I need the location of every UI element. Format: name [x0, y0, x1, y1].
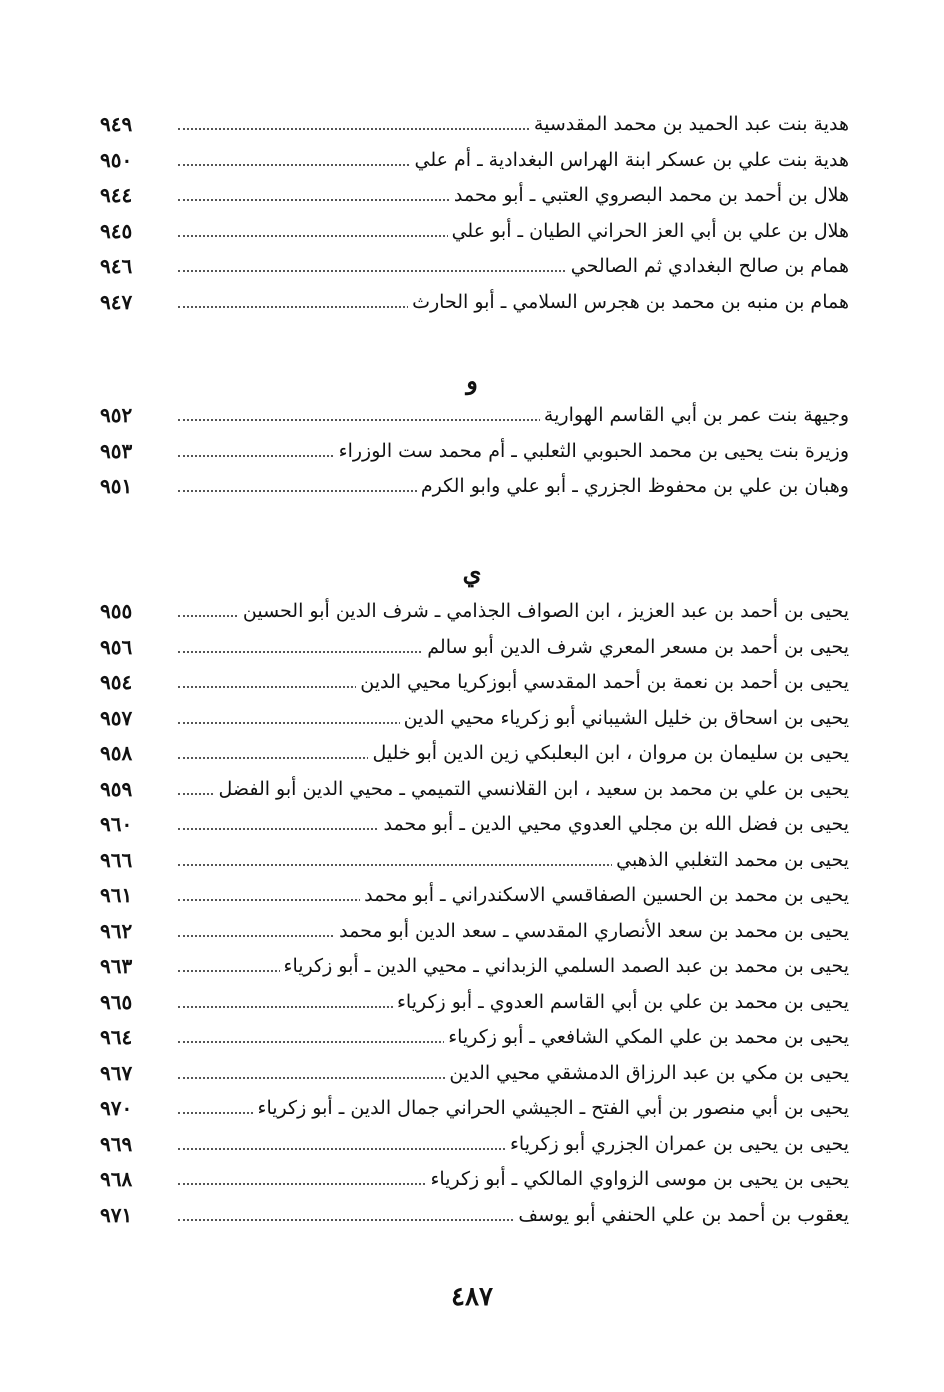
entry-page: ٩٥٦ [100, 634, 133, 659]
entry-page: ٩٦٧ [100, 1060, 133, 1085]
entry-page: ٩٦٠ [100, 812, 133, 836]
entry-page: ٩٥١ [100, 474, 133, 498]
index-entry [0, 772, 944, 808]
entry-page: ٩٦٨ [100, 1167, 133, 1191]
entry-name: هدية بنت علي بن عسكر ابنة الهراس البغدادية ـ أم علي [410, 149, 849, 171]
entry-name: يحيى بن يحيى بن عمران الجزري أبو زكرياء [506, 1133, 849, 1155]
entry-page: ٩٧١ [100, 1202, 133, 1227]
entry-name: وزيرة بنت يحيى بن محمد الحبوبي الثعلبي ـ أم محمد ست الوزراء [335, 440, 849, 462]
entry-name: يحيى بن محمد بن عبد الصمد السلمي الزبداني ـ محيي الدين ـ أبو زكرياء [280, 955, 849, 977]
index-entry [0, 843, 944, 879]
entry-page: ٩٦١ [100, 883, 133, 907]
index-entry [0, 807, 944, 843]
entry-name: يحيى بن محمد بن الحسين الصفاقسي الاسكندراني ـ أبو محمد [360, 884, 849, 906]
entry-page: ٩٤٥ [100, 218, 133, 243]
entry-name: همام بن صالح البغدادي ثم الصالحي [567, 255, 849, 277]
entry-page: ٩٦٤ [100, 1025, 133, 1049]
entry-name: يحيى بن اسحاق بن خليل الشيباني أبو زكرياء محيي الدين [400, 707, 849, 729]
index-entry [0, 701, 944, 737]
index-entry [0, 914, 944, 950]
entry-page: ٩٤٤ [100, 183, 133, 207]
entry-name: هلال بن أحمد بن محمد البصروي العتبي ـ أبو محمد [450, 184, 849, 206]
entry-page: ٩٥٥ [100, 599, 133, 623]
entry-page: ٩٤٦ [100, 254, 133, 278]
index-entry [0, 1056, 944, 1092]
entry-page: ٩٤٩ [100, 112, 133, 136]
entry-name: هدية بنت عبد الحميد بن محمد المقدسية [530, 113, 849, 135]
entry-page: ٩٦٩ [100, 1131, 133, 1156]
section-ha [0, 107, 944, 320]
index-entry [0, 1091, 944, 1127]
page-number: ٤٨٧ [451, 1282, 493, 1312]
index-entry [0, 249, 944, 285]
index-entry [0, 214, 944, 250]
entry-name: يحيى بن أبي منصور بن أبي الفتح ـ الجيشي الحراني جمال الدين ـ أبو زكرياء [254, 1097, 849, 1119]
entry-page: ٩٥٢ [100, 403, 133, 427]
index-entry [0, 878, 944, 914]
entry-page: ٩٧٠ [100, 1096, 133, 1120]
index-entry [0, 1127, 944, 1163]
entry-name: يعقوب بن أحمد بن علي الحنفي أبو يوسف [514, 1204, 849, 1226]
index-entry [0, 630, 944, 666]
entry-page: ٩٤٧ [100, 289, 133, 314]
entry-name: يحيى بن محمد بن علي المكي الشافعي ـ أبو زكرياء [444, 1026, 849, 1048]
entry-name: يحيى بن محمد بن سعد الأنصاري المقدسي ـ سعد الدين أبو محمد [335, 920, 849, 942]
entry-page: ٩٦٢ [100, 918, 133, 943]
index-entry [0, 143, 944, 179]
entry-name: يحيى بن أحمد بن مسعر المعري شرف الدين أبو سالم [423, 636, 849, 658]
entry-page: ٩٥٩ [100, 776, 133, 801]
index-entry [0, 665, 944, 701]
entry-page: ٩٥٨ [100, 741, 133, 765]
index-entry [0, 985, 944, 1021]
entry-name: همام بن منبه بن محمد بن هجرس السلامي ـ أبو الحارث [408, 291, 849, 313]
entry-name: يحيى بن محمد بن علي بن أبي القاسم العدوي ـ أبو زكرياء [393, 991, 849, 1013]
entry-page: ٩٦٣ [100, 954, 133, 978]
entry-page: ٩٦٥ [100, 989, 133, 1014]
entry-page: ٩٦٦ [100, 847, 133, 872]
entry-name: يحيى بن سليمان بن مروان ، ابن البعلبكي زين الدين أبو خليل [368, 742, 849, 764]
index-entry [0, 469, 944, 505]
section-letter-ya: ي [462, 558, 482, 587]
entry-name: يحيى بن محمد التغلبي الذهبي [612, 849, 849, 871]
index-entry [0, 1162, 944, 1198]
entry-name: وجيهة بنت عمر بن أبي القاسم الهوارية [540, 404, 849, 426]
entry-name: يحيى بن أحمد بن نعمة بن أحمد المقدسي أبوزكريا محيي الدين [356, 671, 849, 693]
index-entry [0, 434, 944, 470]
entry-page: ٩٥٧ [100, 705, 133, 730]
index-entry [0, 178, 944, 214]
entry-name: يحيى بن فضل الله بن مجلي العدوي محيي الدين ـ أبو محمد [379, 813, 849, 835]
entry-name: يحيى بن أحمد بن عبد العزيز ، ابن الصواف الجذامي ـ شرف الدين أبو الحسين [239, 600, 849, 622]
index-entry [0, 398, 944, 434]
entry-page: ٩٥٠ [100, 147, 133, 172]
index-entry [0, 736, 944, 772]
entry-name: يحيى بن علي بن محمد بن سعيد ، ابن القلانسي التميمي ـ محيي الدين أبو الفضل [214, 778, 849, 800]
index-entry [0, 949, 944, 985]
entry-page: ٩٥٤ [100, 670, 133, 694]
entry-name: يحيى بن يحيى بن موسى الزواوي المالكي ـ أبو زكرياء [426, 1168, 849, 1190]
section-waw [0, 398, 944, 505]
index-entry [0, 594, 944, 630]
index-entry [0, 107, 944, 143]
entry-name: يحيى بن مكي بن عبد الرزاق الدمشقي محيي الدين [445, 1062, 849, 1084]
section-ya [0, 594, 944, 1233]
entry-name: وهبان بن علي بن محفوظ الجزري ـ أبو علي وابو الكرم [417, 475, 849, 497]
entry-name: هلال بن علي بن أبي العز الحراني الطيان ـ أبو علي [448, 220, 849, 242]
index-entry [0, 285, 944, 321]
index-entry [0, 1020, 944, 1056]
section-letter-waw: و [466, 366, 478, 395]
entry-page: ٩٥٣ [100, 438, 133, 463]
index-entry [0, 1198, 944, 1234]
